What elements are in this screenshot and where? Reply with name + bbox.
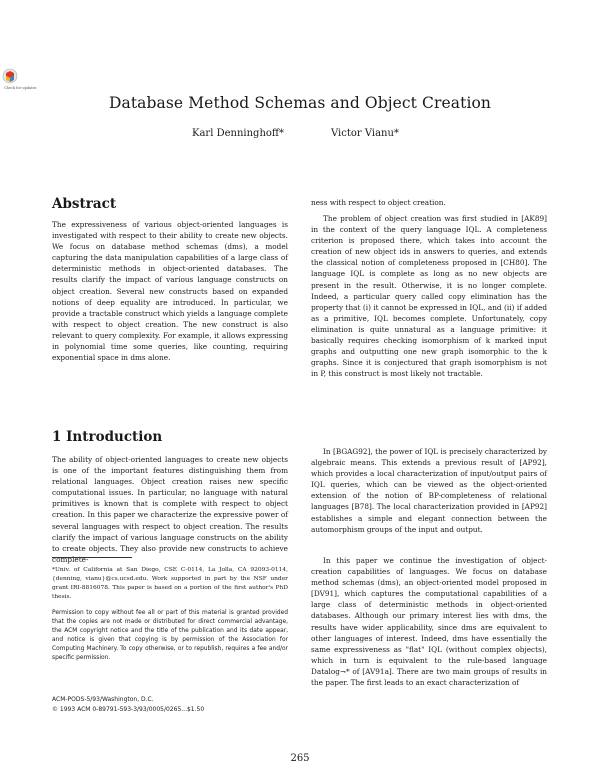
- right-paragraph-2: The problem of object creation was first studied in [AK89] in the context of the query language IQL. A completeness criterion is proposed there, which takes into account the creation of new object ids in answers to queries, and extends the classical notion of completeness proposed in [CH80]. The language IQL is complete as long as no new objects are present in the result. Otherwise, it is no longer complete. Indeed, a particular query called copy elimination has the property that (i) it cannot be expressed in IQL, and (ii) if added as a primitive, IQL becomes complete. Unfortunately, copy elimination is quite unnatural as a language primitive: it basically requires checking isomorphism of k marked input graphs and outputting one new graph isomorphic to the k graphs. Since it is conjectured that graph isomorphism is not in P, this construct is most likely not tractable.: [311, 214, 547, 379]
- author-denninghoff: Karl Denninghoff*: [192, 128, 285, 139]
- crossmark-label: Check for updates: [4, 86, 37, 90]
- abstract-body: The expressiveness of various object-oriented languages is investigated with respect to their ability to create new objects. We focus on database method schemas (dms), a model capturing the data manipulation capabilities of a large class of deterministic methods in object-oriented databases. The results clarify the impact of various language constructs on object creation. Several new constructs based on expanded notions of deep equality are introduced. In particular, we provide a tractable construct which yields a language complete with respect to object creation. The new construct is also relevant to query complexity. For example, it allows expressing in polynomial time some queries, like counting, requiring exponential space in dms alone.: [52, 220, 288, 363]
- introduction-body: The ability of object-oriented languages to create new objects is one of the important features distinguishing them from relational languages. Object creation raises new specific computational issues. In particular, no language with natural primitives is known that is complete with respect to object creation. In this paper we characterize the expressive power of several languages with respect to object creation. The results clarify the impact of various language constructs on the ability to create objects. They also provide new constructs to achieve complete-: [52, 455, 288, 564]
- right-paragraph-1: ness with respect to object creation.: [311, 198, 446, 207]
- author-vianu: Victor Vianu*: [331, 128, 399, 139]
- author-footnote: *Univ. of California at San Diego, CSE C-0114, La Jolla, CA 92093-0114, {denning, vianu}@cs.ucsd.edu. Work supported in part by the NSF under grant IRI-8816078. This paper is based on a portion of the first author's PhD thesis.: [52, 566, 288, 601]
- crossmark-icon: [2, 68, 18, 86]
- copyright-permission: Permission to copy without fee all or part of this material is granted provided that the copies are not made or distributed for direct commercial advantage, the ACM copyright notice and the title of the publication and its date appear, and notice is given that copying is by permission of the Association for Computing Machinery. To copy otherwise, or to republish, requires a fee and/or specific permission.: [52, 609, 288, 662]
- copyright-line: © 1993 ACM 0-89791-593-3/93/0005/0265...$1.50: [52, 706, 205, 713]
- paper-title: Database Method Schemas and Object Creation: [108, 94, 492, 112]
- right-paragraph-3: In [BGAG92], the power of IQL is precisely characterized by algebraic means. This extends a previous result of [AP92], which provides a local characterization of input/output pairs of IQL queries, which can be viewed as the object-oriented extension of the notion of BP-completeness of relational languages [B78]. The local characterization provided in [AP92] establishes a simple and elegant connection between the automorphism groups of the input and output.: [311, 447, 547, 534]
- introduction-heading: 1 Introduction: [52, 429, 163, 445]
- right-paragraph-4: In this paper we continue the investigation of object-creation capabilities of languages. We focus on database method schemas (dms), an object-oriented model proposed in [DV91], which captures the computational capabilities of a large class of deterministic methods in object-oriented databases. Although our primary interest lies with dms, the results have wider applicability, since dms are equivalent to other languages of interest. Indeed, dms have essentially the same expressiveness as "flat" IQL (without complex objects), which in turn is equivalent to the rule-based language Datalog¬* of [AV91a]. There are two main groups of results in the paper. The first leads to an exact characterization of: [311, 556, 547, 688]
- page-number: 265: [290, 753, 310, 764]
- conference-line: ACM-PODS-5/93/Washington, D.C.: [52, 696, 154, 703]
- footnote-divider: [52, 557, 132, 558]
- abstract-heading: Abstract: [52, 196, 117, 212]
